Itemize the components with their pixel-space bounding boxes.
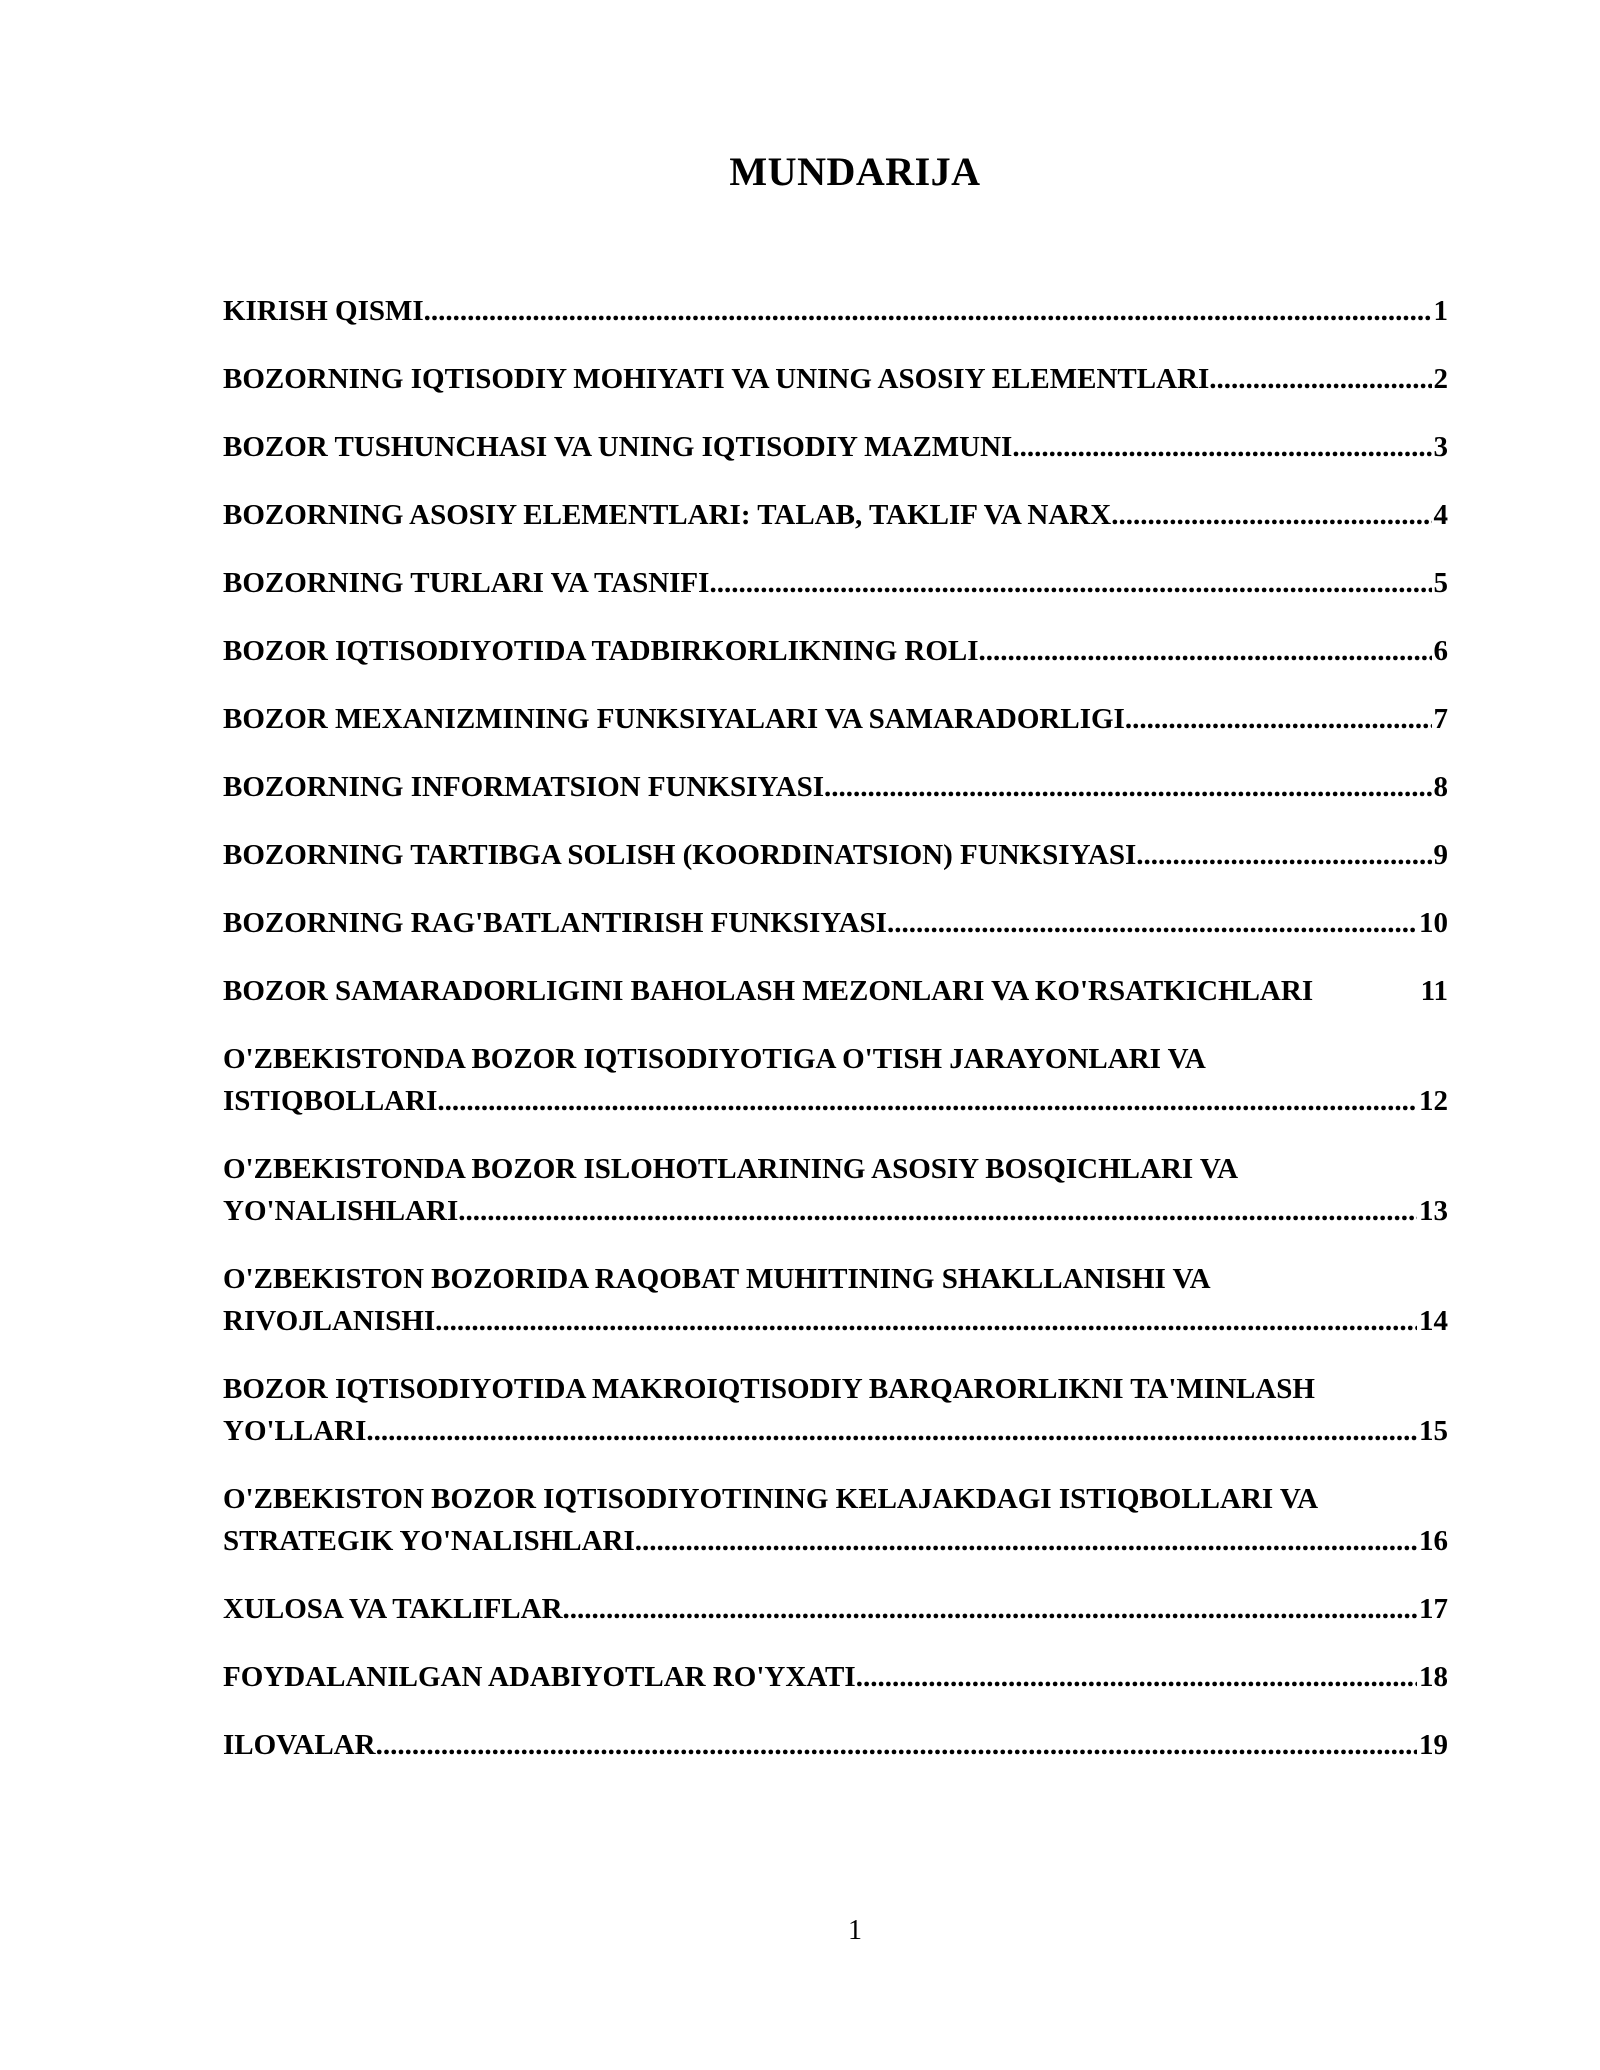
dot-leader bbox=[435, 1300, 1417, 1342]
toc-page-number: 4 bbox=[1433, 499, 1448, 531]
toc-entry-line bbox=[223, 1520, 1448, 1562]
toc-entry[interactable] bbox=[223, 834, 1448, 876]
toc-entry-line bbox=[223, 766, 1448, 808]
toc-entry[interactable] bbox=[223, 970, 1448, 1012]
dot-leader bbox=[824, 766, 1431, 808]
toc-entry-line bbox=[223, 902, 1448, 944]
toc-entry-title: BOZOR SAMARADORLIGINI BAHOLASH MEZONLARI VA KO'RSATKICHLARI bbox=[223, 975, 1314, 1007]
toc-entry-title: BOZORNING TARTIBGA SOLISH (KOORDINATSION) FUNKSIYASI bbox=[223, 839, 1137, 871]
toc-entry-title-continued: RIVOJLANISHI bbox=[223, 1305, 436, 1337]
toc-page-number: 8 bbox=[1433, 771, 1448, 803]
toc-entry[interactable] bbox=[223, 1148, 1448, 1232]
toc-page-number: 14 bbox=[1419, 1305, 1448, 1337]
toc-entry-line bbox=[223, 698, 1448, 740]
toc-entry-title: O'ZBEKISTON BOZOR IQTISODIYOTINING KELAJAKDAGI ISTIQBOLLARI VA bbox=[223, 1483, 1319, 1515]
page-footer-number: 1 bbox=[848, 1915, 862, 1946]
toc-entry-title-continued: ISTIQBOLLARI bbox=[223, 1085, 438, 1117]
toc-page-number: 18 bbox=[1419, 1661, 1448, 1693]
toc-entry-line bbox=[223, 1724, 1448, 1766]
toc-entry-title: O'ZBEKISTON BOZORIDA RAQOBAT MUHITINING SHAKLLANISHI VA bbox=[223, 1263, 1211, 1295]
dot-leader bbox=[1209, 358, 1431, 400]
toc-page-number: 2 bbox=[1433, 363, 1448, 395]
toc-page-number: 17 bbox=[1419, 1593, 1448, 1625]
toc-page-number: 19 bbox=[1419, 1729, 1448, 1761]
page-title: MUNDARIJA bbox=[729, 149, 981, 194]
toc-page-number: 5 bbox=[1433, 567, 1448, 599]
dot-leader bbox=[709, 562, 1431, 604]
dot-leader bbox=[424, 290, 1432, 332]
dot-leader bbox=[887, 902, 1417, 944]
toc-entry[interactable] bbox=[223, 698, 1448, 740]
toc-entry-title: BOZOR TUSHUNCHASI VA UNING IQTISODIY MAZMUNI bbox=[223, 431, 1013, 463]
dot-leader bbox=[1012, 426, 1431, 468]
toc-page-number: 6 bbox=[1433, 635, 1448, 667]
toc-entry-line bbox=[223, 1300, 1448, 1342]
toc-entry[interactable] bbox=[223, 1588, 1448, 1630]
toc-page-number: 15 bbox=[1419, 1415, 1448, 1447]
toc-entry[interactable] bbox=[223, 902, 1448, 944]
dot-leader bbox=[1136, 834, 1431, 876]
toc-entry[interactable] bbox=[223, 494, 1448, 536]
toc-entry-title-continued: YO'NALISHLARI bbox=[223, 1195, 459, 1227]
toc-page-number: 7 bbox=[1433, 703, 1448, 735]
toc-entry-title: KIRISH QISMI bbox=[223, 295, 424, 327]
toc-page-number: 9 bbox=[1433, 839, 1448, 871]
toc-entry-title: XULOSA VA TAKLIFLAR bbox=[223, 1593, 563, 1625]
toc-page-number: 1 bbox=[1433, 295, 1448, 327]
toc-page-number: 3 bbox=[1433, 431, 1448, 463]
toc-entry-line bbox=[223, 1588, 1448, 1630]
table-of-contents bbox=[223, 290, 1448, 1792]
toc-entry-line bbox=[223, 1410, 1448, 1452]
dot-leader bbox=[635, 1520, 1417, 1562]
dot-leader bbox=[376, 1724, 1417, 1766]
toc-page-number: 10 bbox=[1419, 907, 1448, 939]
toc-entry-line bbox=[223, 562, 1448, 604]
dot-leader bbox=[437, 1080, 1417, 1122]
toc-entry-title: FOYDALANILGAN ADABIYOTLAR RO'YXATI bbox=[223, 1661, 856, 1693]
dot-leader bbox=[1111, 494, 1431, 536]
toc-entry[interactable] bbox=[223, 1368, 1448, 1452]
toc-entry-line bbox=[223, 426, 1448, 468]
dot-leader bbox=[979, 630, 1432, 672]
toc-entry-title: ILOVALAR bbox=[223, 1729, 376, 1761]
toc-entry-line bbox=[223, 290, 1448, 332]
toc-page-number: 12 bbox=[1419, 1085, 1448, 1117]
toc-entry[interactable] bbox=[223, 766, 1448, 808]
dot-leader bbox=[563, 1588, 1417, 1630]
toc-entry[interactable] bbox=[223, 1478, 1448, 1562]
toc-entry-title: BOZORNING TURLARI VA TASNIFI bbox=[223, 567, 710, 599]
dot-leader bbox=[856, 1656, 1417, 1698]
toc-entry-title: BOZOR MEXANIZMINING FUNKSIYALARI VA SAMARADORLIGI bbox=[223, 703, 1125, 735]
toc-entry-line bbox=[223, 630, 1448, 672]
toc-entry-title: O'ZBEKISTONDA BOZOR IQTISODIYOTIGA O'TISH JARAYONLARI VA bbox=[223, 1043, 1206, 1075]
toc-entry[interactable] bbox=[223, 426, 1448, 468]
toc-entry-title: BOZORNING RAG'BATLANTIRISH FUNKSIYASI bbox=[223, 907, 887, 939]
toc-entry[interactable] bbox=[223, 562, 1448, 604]
toc-entry-line bbox=[223, 834, 1448, 876]
toc-entry[interactable] bbox=[223, 1724, 1448, 1766]
toc-entry-title: BOZORNING ASOSIY ELEMENTLARI: TALAB, TAKLIF VA NARX bbox=[223, 499, 1112, 531]
toc-page-number: 13 bbox=[1419, 1195, 1448, 1227]
dot-leader bbox=[366, 1410, 1417, 1452]
toc-entry[interactable] bbox=[223, 358, 1448, 400]
toc-entry-line bbox=[223, 358, 1448, 400]
toc-entry[interactable] bbox=[223, 1656, 1448, 1698]
toc-entry-line bbox=[223, 970, 1448, 1012]
toc-entry[interactable] bbox=[223, 290, 1448, 332]
toc-entry-line bbox=[223, 1080, 1448, 1122]
toc-entry-title-continued: STRATEGIK YO'NALISHLARI bbox=[223, 1525, 635, 1557]
toc-page-number: 11 bbox=[1420, 975, 1448, 1007]
dot-leader bbox=[1125, 698, 1432, 740]
toc-entry[interactable] bbox=[223, 1038, 1448, 1122]
toc-entry-title: BOZORNING IQTISODIY MOHIYATI VA UNING ASOSIY ELEMENTLARI bbox=[223, 363, 1210, 395]
toc-entry-title: O'ZBEKISTONDA BOZOR ISLOHOTLARINING ASOSIY BOSQICHLARI VA bbox=[223, 1153, 1239, 1185]
toc-entry-title-continued: YO'LLARI bbox=[223, 1415, 367, 1447]
toc-page-number: 16 bbox=[1419, 1525, 1448, 1557]
toc-entry-line bbox=[223, 1190, 1448, 1232]
dot-leader bbox=[458, 1190, 1417, 1232]
toc-entry-line bbox=[223, 494, 1448, 536]
toc-entry-title: BOZOR IQTISODIYOTIDA TADBIRKORLIKNING ROLI bbox=[223, 635, 979, 667]
toc-entry-line bbox=[223, 1656, 1448, 1698]
toc-entry[interactable] bbox=[223, 1258, 1448, 1342]
toc-entry-title: BOZOR IQTISODIYOTIDA MAKROIQTISODIY BARQARORLIKNI TA'MINLASH bbox=[223, 1373, 1315, 1405]
toc-entry-title: BOZORNING INFORMATSION FUNKSIYASI bbox=[223, 771, 825, 803]
toc-entry[interactable] bbox=[223, 630, 1448, 672]
